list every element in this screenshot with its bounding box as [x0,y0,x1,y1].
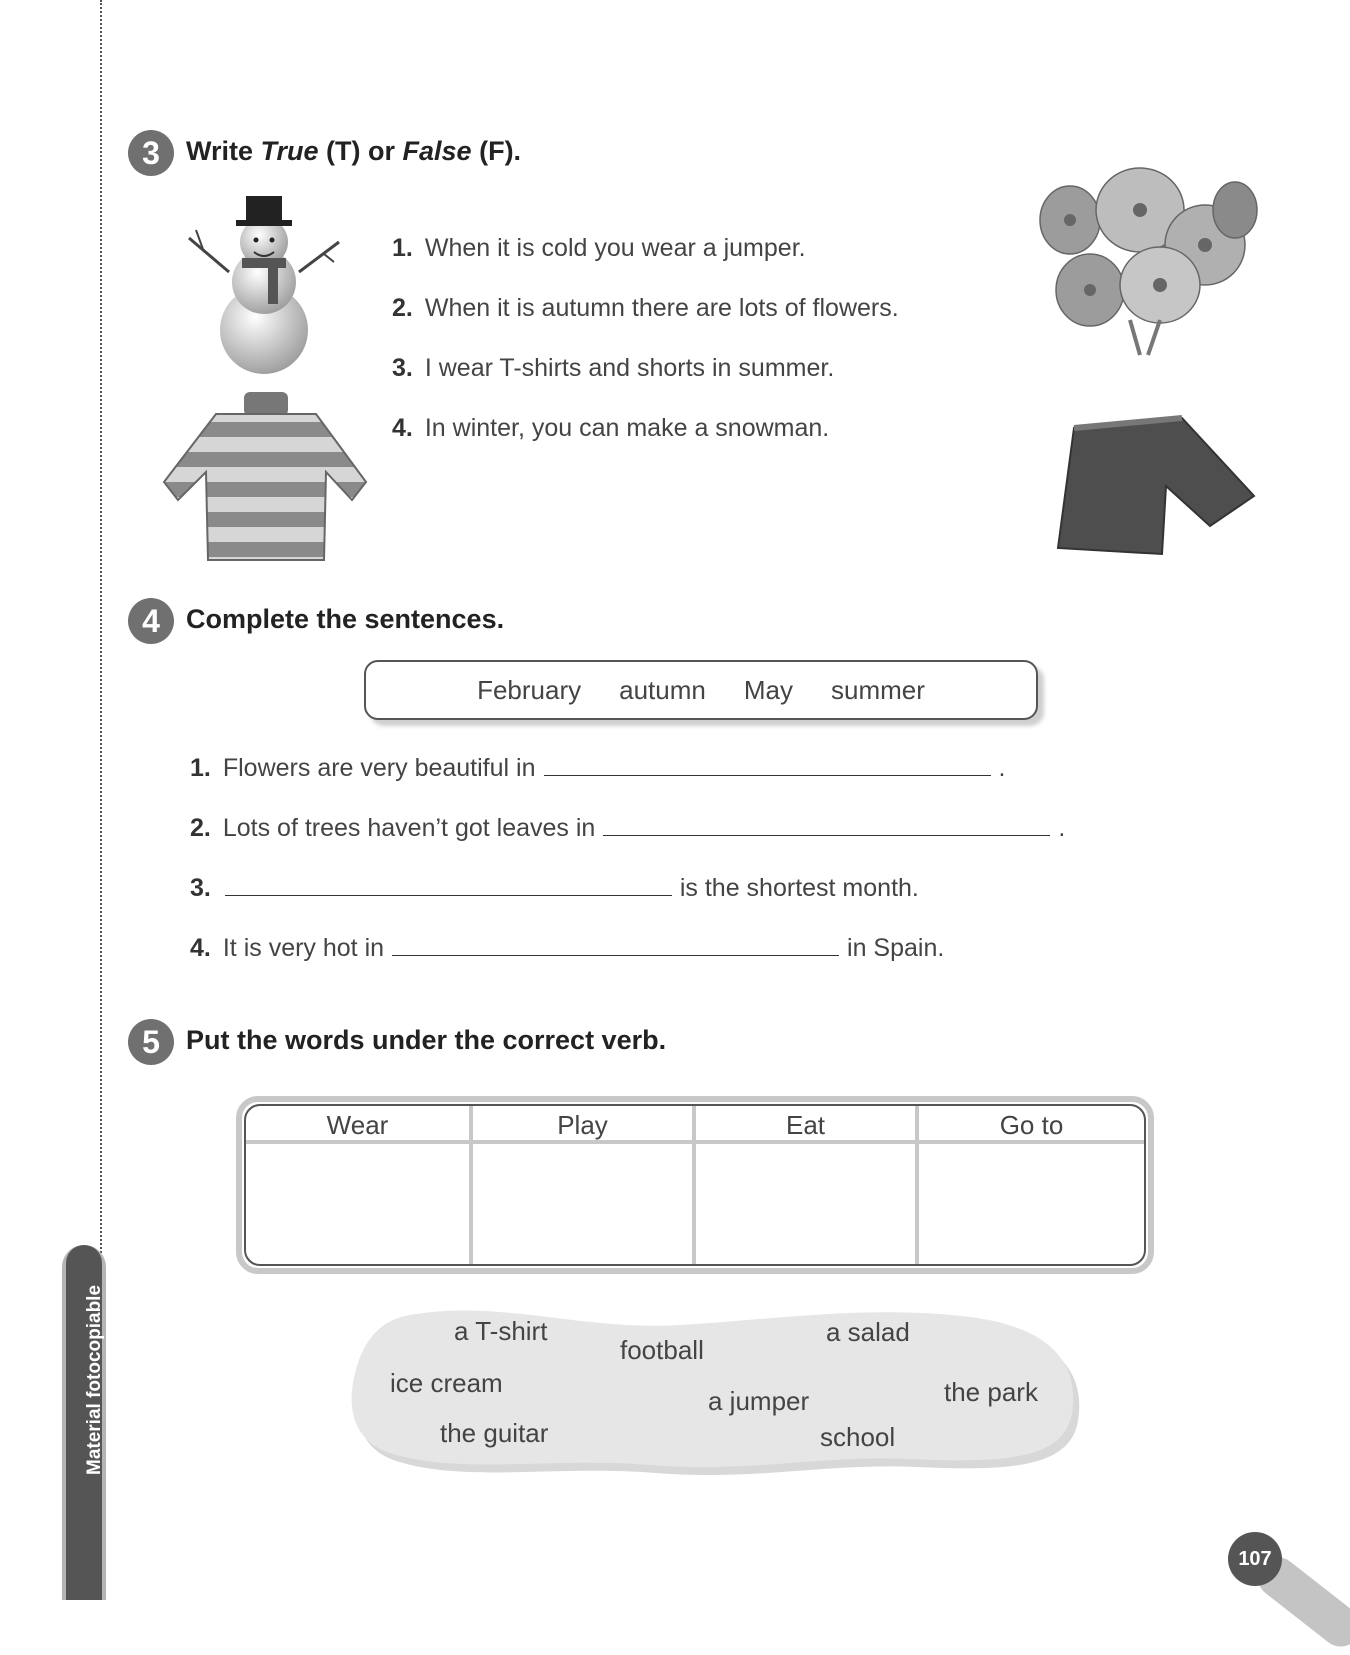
word-box [364,660,1038,720]
word-option: May [743,674,793,705]
cloud-word: school [820,1422,896,1452]
page-number: 107 [1228,1532,1282,1586]
answer-cell-eat[interactable] [692,1144,915,1264]
list-item: 4. It is very hot in in Spain. [190,934,945,962]
column-header-eat: Eat [692,1106,915,1144]
list-item: 3. I wear T-shirts and shorts in summer. [392,354,835,382]
list-item: 2. When it is autumn there are lots of flowers. [392,294,899,322]
exercise-4-badge: 4 [128,598,174,644]
column-header-play: Play [469,1106,692,1144]
cloud-word: football [620,1335,704,1365]
column-header-go-to: Go to [915,1106,1144,1144]
word-option: autumn [619,674,706,705]
exercise-3-badge: 3 [128,130,174,176]
list-item: 2. Lots of trees haven’t got leaves in . [190,814,1066,842]
flowers-image [1030,150,1266,360]
exercise-3-title: Write True (T) or False (F). [186,136,522,166]
answer-blank[interactable] [603,834,1050,836]
column-header-wear: Wear [246,1106,469,1144]
exercise-5-title: Put the words under the correct verb. [186,1025,667,1055]
jumper-image [156,392,374,562]
word-cloud [350,1303,1090,1478]
answer-cell-go-to[interactable] [915,1144,1144,1264]
cloud-word: the guitar [440,1418,549,1448]
snowman-image [184,190,346,375]
cloud-word: the park [944,1377,1038,1407]
list-item: 1. When it is cold you wear a jumper. [392,234,806,262]
list-item: 4. In winter, you can make a snowman. [392,414,830,442]
answer-cell-wear[interactable] [246,1144,469,1264]
verb-table [236,1096,1154,1274]
answer-blank[interactable] [392,954,839,956]
answer-blank[interactable] [544,774,991,776]
word-option: summer [831,674,925,705]
list-item: 1. Flowers are very beautiful in . [190,754,1006,782]
cloud-word: ice cream [390,1368,503,1398]
list-item: 3. is the shortest month. [190,874,919,902]
word-option: February [477,674,582,705]
cloud-word: a salad [826,1317,910,1347]
cloud-word: a T-shirt [454,1316,548,1346]
cloud-word: a jumper [708,1386,810,1416]
answer-blank[interactable] [225,894,672,896]
side-tab-label: Material fotocopiable [84,1284,105,1475]
shorts-image [1054,414,1256,560]
exercise-5-badge: 5 [128,1019,174,1065]
answer-cell-play[interactable] [469,1144,692,1264]
exercise-4-title: Complete the sentences. [186,604,505,634]
